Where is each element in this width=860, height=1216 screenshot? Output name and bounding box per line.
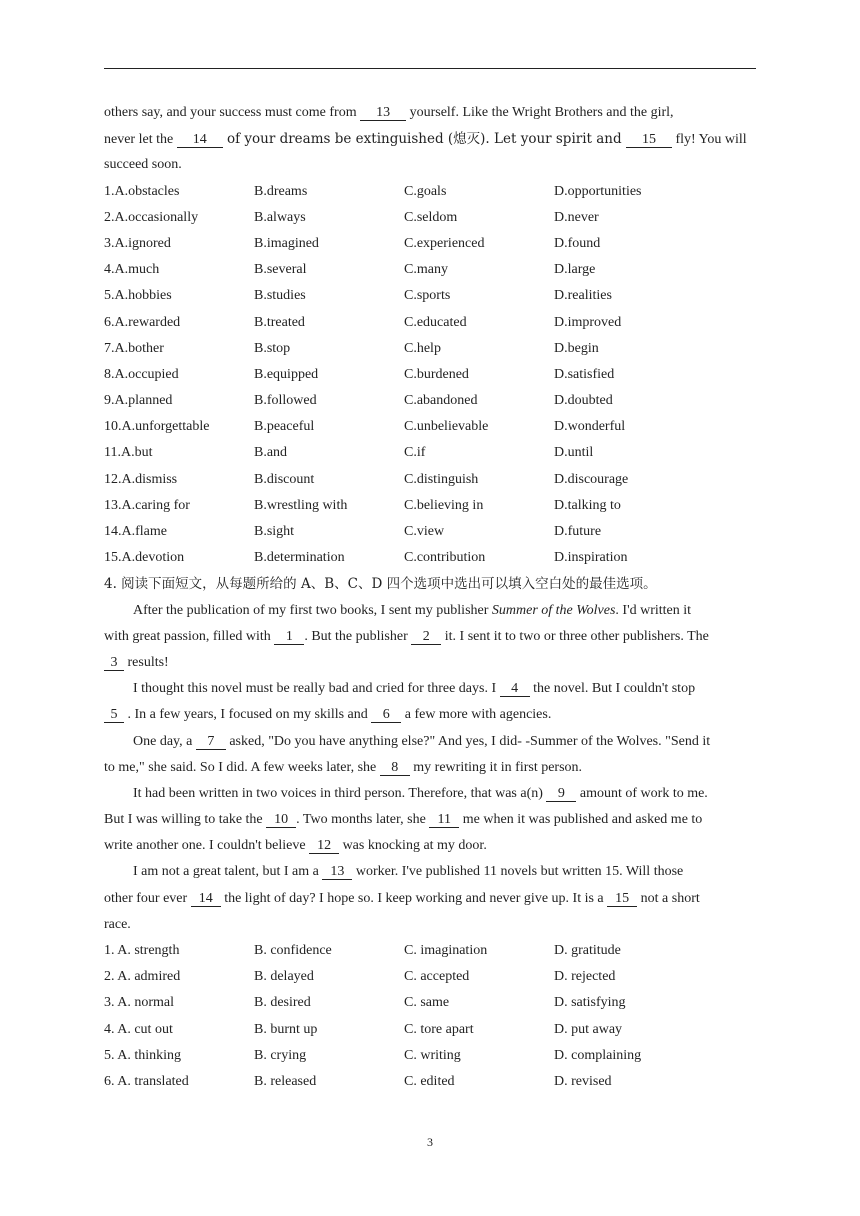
option-c: C.burdened <box>404 366 469 382</box>
option-row <box>104 231 756 257</box>
text: other four ever <box>104 890 191 906</box>
option-a: 4. A. cut out <box>104 1021 173 1037</box>
options-list-4 <box>104 938 756 1095</box>
option-b: B.and <box>254 445 288 461</box>
passage-line <box>104 859 756 885</box>
option-c: C.seldom <box>404 209 458 225</box>
blank-2: 2 <box>411 629 441 645</box>
option-b: B.treated <box>254 314 305 330</box>
text: was knocking at my door. <box>339 838 487 854</box>
passage-line <box>104 886 756 912</box>
text: never let the <box>104 132 177 148</box>
option-c: C. tore apart <box>404 1021 474 1037</box>
option-row <box>104 519 756 545</box>
text: of your dreams be extinguished (熄灭). Let your spirit and <box>222 131 626 148</box>
blank-15: 15 <box>626 132 672 148</box>
blank-14b: 14 <box>191 891 221 907</box>
option-a: 3.A.ignored <box>104 235 171 251</box>
blank-1: 1 <box>274 629 304 645</box>
option-c: C. same <box>404 995 450 1011</box>
passage-line <box>104 781 756 807</box>
option-d: D. complaining <box>554 1047 642 1063</box>
option-b: B.dreams <box>254 183 308 199</box>
option-d: D.discourage <box>554 471 629 487</box>
option-b: B. confidence <box>254 943 332 958</box>
option-c: C. accepted <box>404 969 470 985</box>
option-row <box>104 1069 756 1095</box>
option-a: 14.A.flame <box>104 524 167 539</box>
text: . Two months later, she <box>296 812 430 828</box>
text: worker. I've published 11 novels but written 15. Will those <box>352 864 684 880</box>
passage-line <box>104 912 756 938</box>
option-d: D. rejected <box>554 969 616 985</box>
text: with great passion, filled with <box>104 628 275 644</box>
option-a: 10.A.unforgettable <box>104 419 210 435</box>
option-d: D.satisfied <box>554 366 615 382</box>
text: I thought this novel must be really bad and cried for three days. I <box>133 681 500 697</box>
option-c: C.educated <box>404 314 467 330</box>
option-c: C.believing in <box>404 497 484 513</box>
option-d: D.inspiration <box>554 550 628 566</box>
option-d: D.doubted <box>554 393 613 409</box>
option-d: D.until <box>554 445 594 461</box>
option-b: B.imagined <box>254 235 319 251</box>
passage-line <box>104 624 756 650</box>
text: a few more with agencies. <box>401 707 552 723</box>
option-a: 5.A.hobbies <box>104 288 172 304</box>
option-d: D. gratitude <box>554 943 621 958</box>
text: But I was willing to take the <box>104 812 267 828</box>
book-title: Summer of the Wolves <box>491 602 616 618</box>
option-a: 1. A. strength <box>104 943 180 958</box>
option-a: 8.A.occupied <box>104 366 179 382</box>
option-d: D. satisfying <box>554 995 626 1011</box>
text: the novel. But I couldn't stop <box>529 681 696 697</box>
blank-6: 6 <box>371 707 401 723</box>
option-c: C.experienced <box>404 235 485 251</box>
option-d: D. revised <box>554 1073 612 1089</box>
text: asked, "Do you have anything else?" And yes, I did- -Summer of the Wolves. "Send it <box>225 733 711 749</box>
option-a: 2. A. admired <box>104 969 181 985</box>
option-c: C. edited <box>404 1073 455 1089</box>
option-c: C.goals <box>404 183 447 199</box>
option-a: 4.A.much <box>104 262 160 278</box>
passage-line <box>104 807 756 833</box>
option-row <box>104 1017 756 1043</box>
option-a: 6. A. translated <box>104 1073 189 1089</box>
option-a: 3. A. normal <box>104 995 174 1011</box>
text: amount of work to me. <box>576 785 708 801</box>
passage-line <box>104 650 756 676</box>
option-row <box>104 493 756 519</box>
blank-14: 14 <box>177 132 223 148</box>
text: . In a few years, I focused on my skills and <box>124 707 372 723</box>
option-row <box>104 336 756 362</box>
blank-13: 13 <box>360 105 406 121</box>
option-d: D.never <box>554 209 599 225</box>
text: One day, a <box>133 733 196 749</box>
option-b: B. released <box>254 1073 317 1089</box>
option-d: D.future <box>554 524 602 539</box>
option-b: B.studies <box>254 288 306 304</box>
page-body <box>104 100 756 1095</box>
text: succeed soon. <box>104 157 182 173</box>
option-a: 15.A.devotion <box>104 550 185 566</box>
text: I am not a great talent, but I am a <box>133 864 323 880</box>
text: write another one. I couldn't believe <box>104 838 310 854</box>
option-row <box>104 440 756 466</box>
option-b: B.several <box>254 262 307 278</box>
option-b: B.wrestling with <box>254 497 348 513</box>
blank-8: 8 <box>380 760 410 776</box>
options-list-3 <box>104 179 756 572</box>
passage-line <box>104 676 756 702</box>
option-b: B. crying <box>254 1047 307 1063</box>
blank-5: 5 <box>104 707 124 723</box>
option-c: C. writing <box>404 1047 461 1063</box>
option-b: B. delayed <box>254 969 314 985</box>
option-row <box>104 990 756 1016</box>
text: fly! You will <box>671 132 747 148</box>
blank-10: 10 <box>266 812 296 828</box>
option-b: B.always <box>254 209 306 225</box>
option-row <box>104 1043 756 1069</box>
option-b: B.sight <box>254 524 295 539</box>
option-a: 7.A.bother <box>104 340 164 356</box>
option-c: C.distinguish <box>404 471 479 487</box>
blank-15b: 15 <box>607 891 637 907</box>
option-row <box>104 362 756 388</box>
option-c: C.help <box>404 340 441 356</box>
passage-line <box>104 702 756 728</box>
text: After the publication of my first two books, I sent my publisher <box>133 602 492 618</box>
option-row <box>104 414 756 440</box>
option-a: 11.A.but <box>104 445 153 461</box>
passage-line <box>104 598 756 624</box>
option-b: B.stop <box>254 340 291 356</box>
option-a: 2.A.occasionally <box>104 209 199 225</box>
text: my rewriting it in first person. <box>409 759 583 775</box>
text: results! <box>124 654 169 670</box>
option-d: D.talking to <box>554 497 621 513</box>
option-b: B. burnt up <box>254 1021 318 1037</box>
option-row <box>104 964 756 990</box>
passage-line <box>104 100 756 126</box>
option-c: C.sports <box>404 288 451 304</box>
option-row <box>104 388 756 414</box>
blank-9: 9 <box>546 786 576 802</box>
blank-11: 11 <box>429 812 459 828</box>
blank-13b: 13 <box>322 864 352 880</box>
option-c: C.many <box>404 262 448 278</box>
text: . But the publisher <box>304 628 412 644</box>
option-c: C.abandoned <box>404 393 478 409</box>
text: it. I sent it to two or three other publishers. The <box>441 628 709 644</box>
text: others say, and your success must come from <box>104 105 361 120</box>
text: me when it was published and asked me to <box>459 812 703 828</box>
header-rule <box>104 68 756 69</box>
option-d: D. put away <box>554 1021 623 1037</box>
option-c: C.view <box>404 524 445 539</box>
option-row <box>104 205 756 231</box>
page-number: 3 <box>427 1135 433 1149</box>
option-d: D.large <box>554 262 596 278</box>
option-d: D.wonderful <box>554 419 626 435</box>
blank-3: 3 <box>104 655 124 671</box>
option-c: C.contribution <box>404 550 486 566</box>
option-a: 13.A.caring for <box>104 497 190 513</box>
text: . I'd written it <box>615 602 692 618</box>
option-b: B.followed <box>254 393 317 409</box>
option-a: 1.A.obstacles <box>104 183 180 199</box>
text: It had been written in two voices in third person. Therefore, that was a(n) <box>133 785 547 801</box>
blank-12: 12 <box>309 838 339 854</box>
option-c: C.unbelievable <box>404 419 489 435</box>
option-c: C.if <box>404 445 426 461</box>
option-d: D.begin <box>554 340 599 356</box>
text: to me," she said. So I did. A few weeks later, she <box>104 759 380 775</box>
passage-line <box>104 126 756 152</box>
text: race. <box>104 916 131 932</box>
option-b: B.discount <box>254 471 315 487</box>
option-d: D.realities <box>554 288 612 304</box>
option-row <box>104 545 756 571</box>
passage-line <box>104 833 756 859</box>
option-a: 12.A.dismiss <box>104 471 178 487</box>
blank-7: 7 <box>196 734 226 750</box>
option-row <box>104 179 756 205</box>
text: the light of day? I hope so. I keep working and never give up. It is a <box>220 890 608 906</box>
passage-line <box>104 152 756 178</box>
option-b: B.determination <box>254 550 345 566</box>
option-row <box>104 938 756 964</box>
section-heading: 4. 阅读下面短文，从每题所给的 A、B、C、D 四个选项中选出可以填入空白处的最佳选项。 <box>104 576 657 593</box>
option-a: 6.A.rewarded <box>104 314 181 330</box>
option-row <box>104 283 756 309</box>
text: yourself. Like the Wright Brothers and the girl, <box>406 105 674 120</box>
text: not a short <box>637 890 700 906</box>
passage-line <box>104 755 756 781</box>
option-b: B.peaceful <box>254 419 315 435</box>
option-d: D.opportunities <box>554 183 642 199</box>
option-b: B.equipped <box>254 366 319 382</box>
passage-line <box>104 729 756 755</box>
option-d: D.improved <box>554 314 622 330</box>
option-b: B. desired <box>254 995 311 1011</box>
option-a: 9.A.planned <box>104 393 173 409</box>
option-a: 5. A. thinking <box>104 1047 182 1063</box>
option-c: C. imagination <box>404 943 488 958</box>
option-row <box>104 467 756 493</box>
blank-4: 4 <box>500 681 530 697</box>
option-row <box>104 257 756 283</box>
option-row <box>104 310 756 336</box>
option-d: D.found <box>554 235 601 251</box>
